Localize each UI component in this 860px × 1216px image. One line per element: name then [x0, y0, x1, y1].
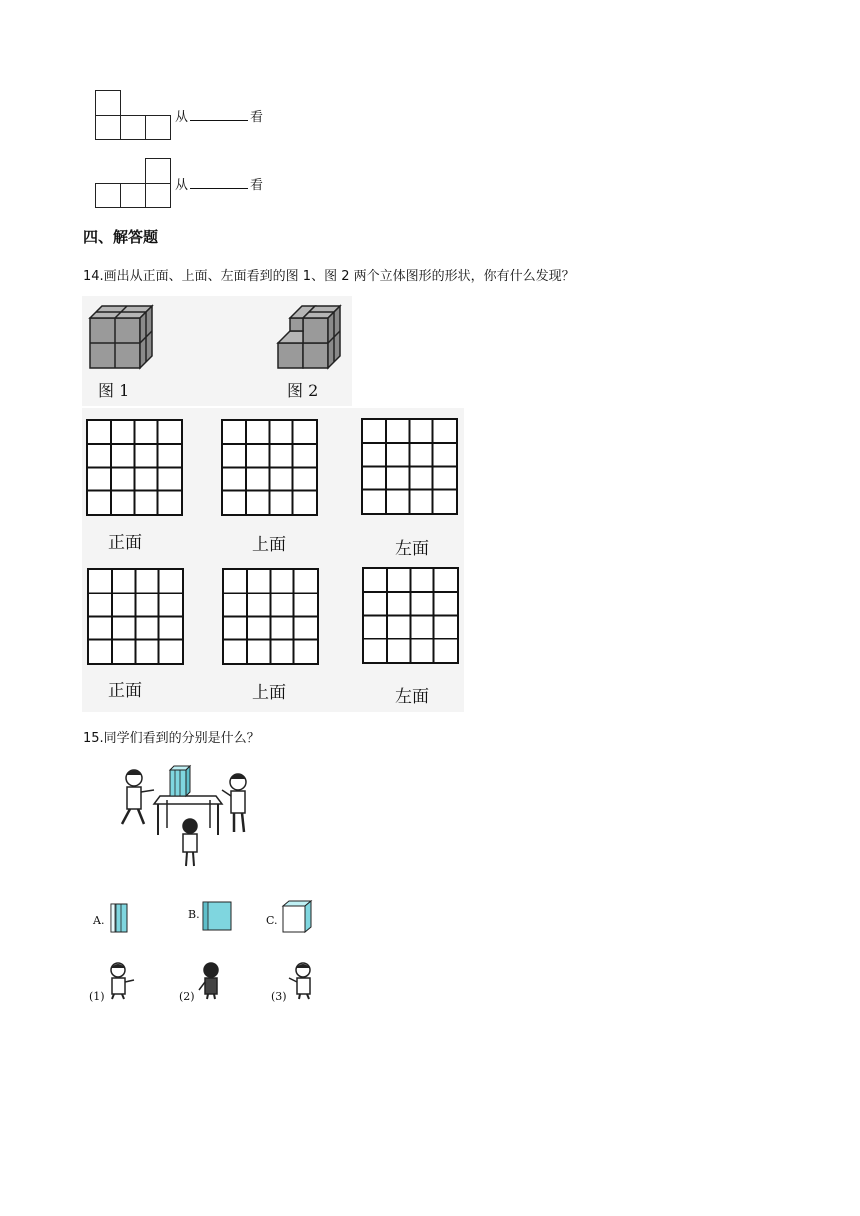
figure-1-cube — [84, 298, 174, 378]
question-14: 14.画出从正面、上面、左面看到的图 1、图 2 两个立体图形的形状，你有什么发现？ — [83, 269, 575, 284]
kid-1-figure — [104, 960, 138, 1000]
grid-front-1[interactable] — [86, 419, 183, 516]
kid-2-figure — [196, 960, 226, 1000]
option-b-label: B. — [188, 908, 200, 921]
view-question-1: 从 看 — [175, 110, 264, 125]
option-b-box-icon — [201, 900, 233, 932]
grid-label-top-2: 上面 — [252, 683, 286, 703]
grid-label-front-1: 正面 — [108, 533, 142, 553]
figure-1-label: 图 1 — [98, 381, 130, 400]
grid-left-2[interactable] — [362, 567, 459, 664]
answer-grids-panel — [82, 408, 464, 712]
grid-top-2[interactable] — [222, 568, 319, 665]
figure-2-label: 图 2 — [287, 381, 319, 400]
figure-2-cube — [272, 298, 362, 378]
question-15: 15.同学们看到的分别是什么？ — [83, 731, 260, 746]
scene-illustration — [112, 760, 262, 870]
grid-front-2[interactable] — [87, 568, 184, 665]
grid-top-1[interactable] — [221, 419, 318, 516]
grid-label-left-2: 左面 — [395, 687, 429, 707]
option-c-label: C. — [266, 914, 278, 927]
option-c-box-icon — [281, 900, 313, 934]
view-question-2: 从 看 — [175, 178, 264, 193]
grid-label-front-2: 正面 — [108, 681, 142, 701]
section-heading: 四、解答题 — [83, 228, 159, 246]
kid-2-label: (2) — [179, 990, 195, 1003]
view-shape-2 — [95, 158, 171, 208]
kid-3-label: (3) — [271, 990, 287, 1003]
grid-label-top-1: 上面 — [252, 535, 286, 555]
answer-blank[interactable] — [190, 108, 248, 121]
kid-3-figure — [285, 960, 319, 1000]
view-shape-1 — [95, 90, 171, 140]
figures-panel — [82, 296, 352, 406]
grid-left-1[interactable] — [361, 418, 458, 515]
kid-1-label: (1) — [89, 990, 105, 1003]
grid-label-left-1: 左面 — [395, 539, 429, 559]
option-a-label: A. — [93, 914, 105, 927]
option-a-box-icon — [110, 902, 130, 934]
answer-blank[interactable] — [190, 176, 248, 189]
